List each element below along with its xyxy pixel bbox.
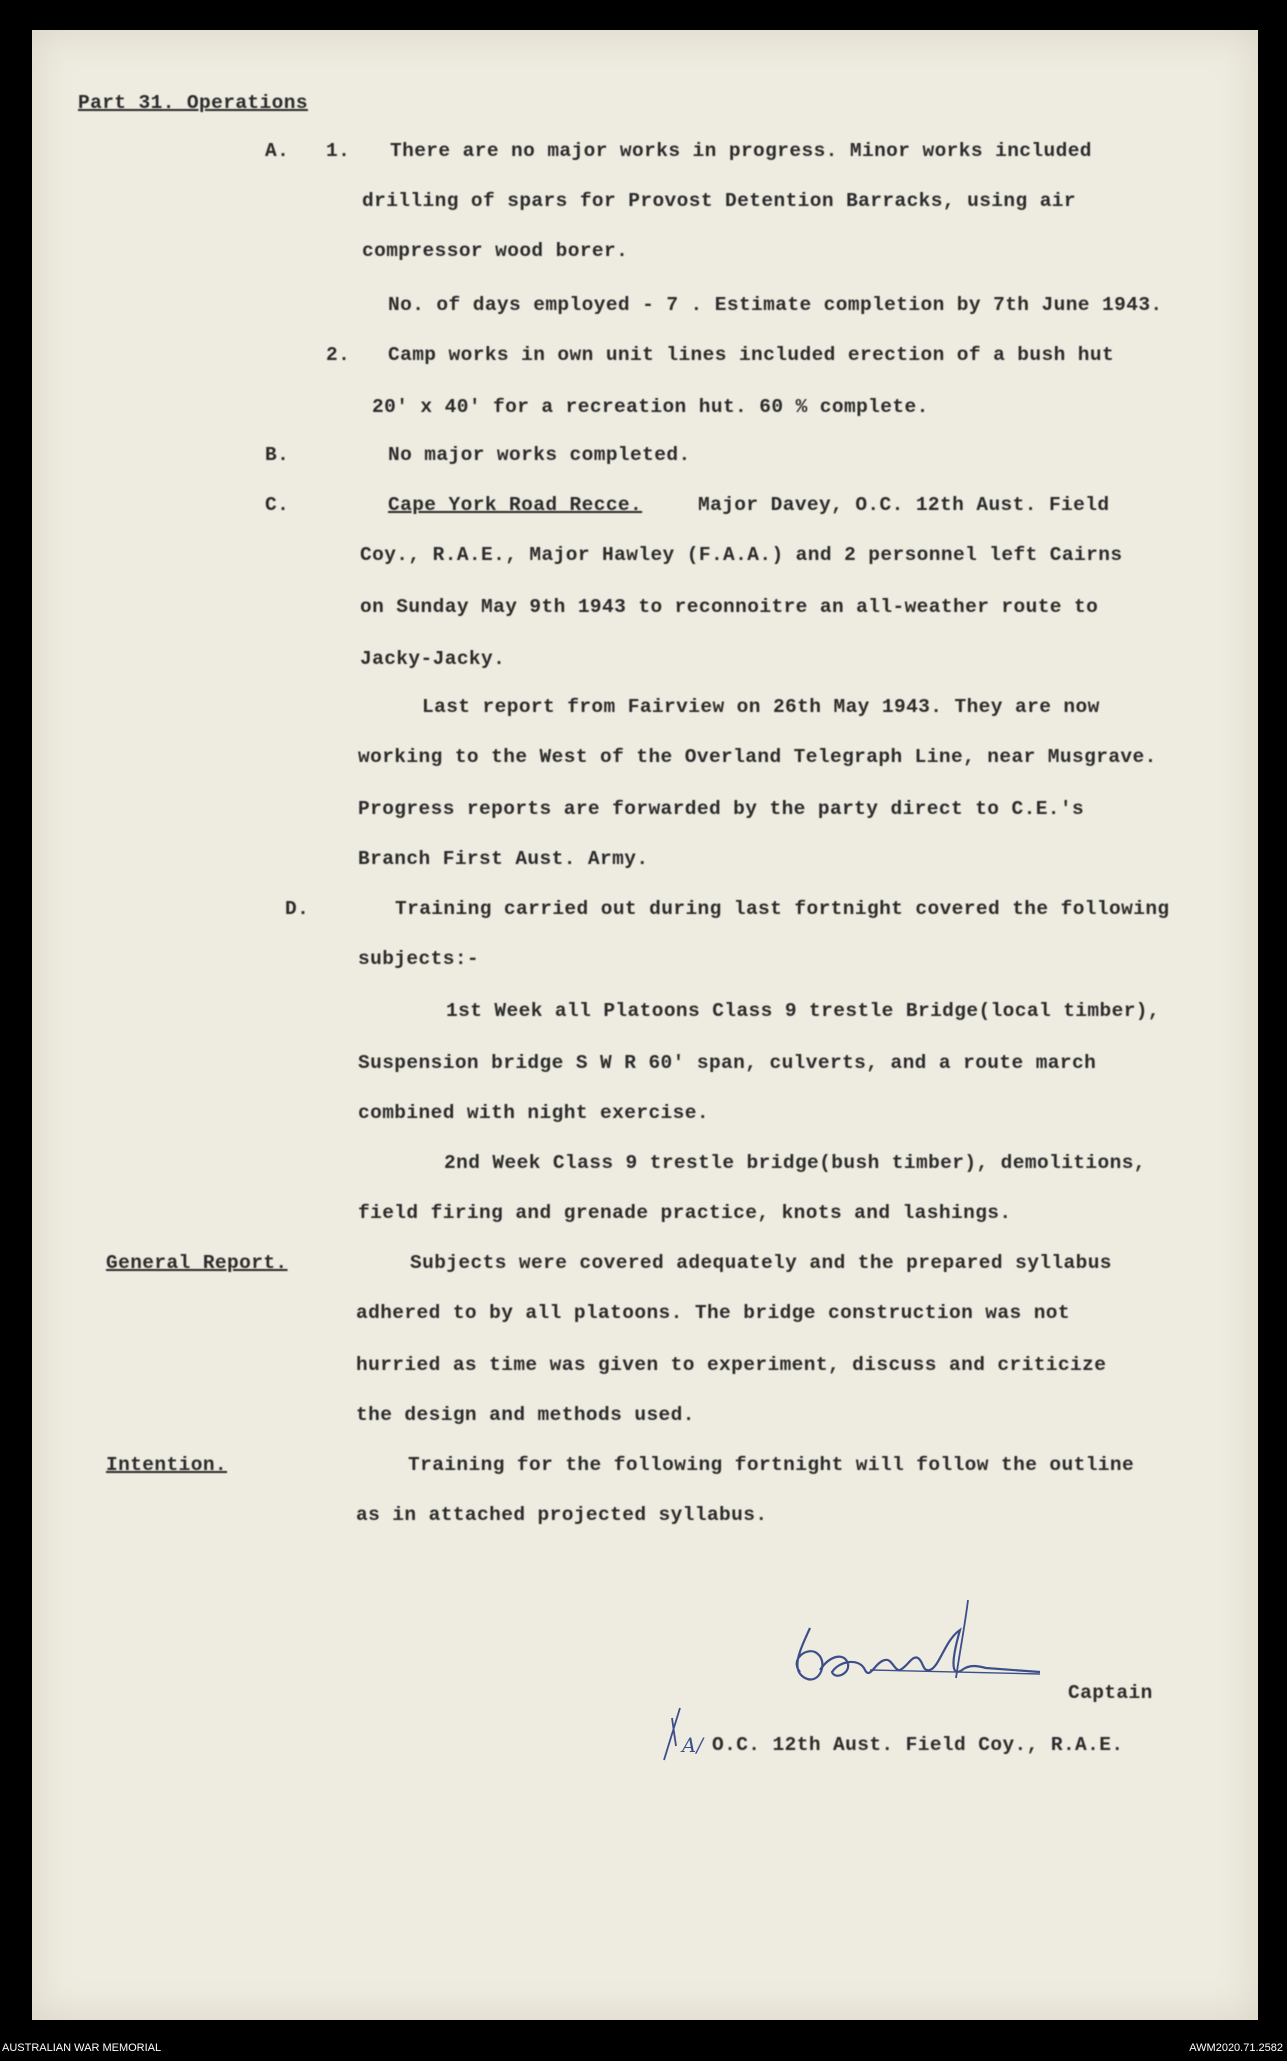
footer-collection-label: AUSTRALIAN WAR MEMORIAL <box>2 2042 162 2054</box>
section-d-letter: D. <box>285 898 310 920</box>
acting-prefix: A/ <box>682 1734 704 1757</box>
footer-accession-number: AWM2020.71.2582 <box>1189 2042 1283 2054</box>
signatory-rank: Captain <box>1068 1682 1153 1704</box>
intention-line-1: Training for the following fortnight will follow the outline <box>408 1454 1135 1476</box>
general-report-line-1: Subjects were covered adequately and the prepared syllabus <box>410 1252 1112 1274</box>
section-c-p2-line-4: Branch First Aust. Army. <box>358 848 649 870</box>
section-c-p1-line-2: Coy., R.A.E., Major Hawley (F.A.A.) and 2 personnel left Cairns <box>360 544 1123 566</box>
section-d-intro-line-1: Training carried out during last fortnight covered the following <box>395 898 1170 920</box>
section-a-letter: A. <box>265 140 290 162</box>
section-c-p2-line-3: Progress reports are forwarded by the party direct to C.E.'s <box>358 798 1085 820</box>
intention-label: Intention. <box>106 1454 228 1476</box>
item-1-number: 1. <box>326 140 351 162</box>
section-d-intro-line-2: subjects:- <box>358 948 480 970</box>
section-b-letter: B. <box>265 444 290 466</box>
item-2-number: 2. <box>326 344 351 366</box>
week-1-line-1: 1st Week all Platoons Class 9 trestle Bridge(local timber), <box>446 1000 1161 1022</box>
signatory-title: O.C. 12th Aust. Field Coy., R.A.E. <box>712 1734 1124 1756</box>
item-1-line-2: drilling of spars for Provost Detention Barracks, using air <box>362 190 1077 212</box>
general-report-line-4: the design and methods used. <box>356 1404 695 1426</box>
section-c-title: Cape York Road Recce. <box>388 494 643 516</box>
item-1-line-1: There are no major works in progress. Minor works included <box>390 140 1092 162</box>
week-2-line-1: 2nd Week Class 9 trestle bridge(bush timber), demolitions, <box>444 1152 1146 1174</box>
week-1-line-3: combined with night exercise. <box>358 1102 709 1124</box>
general-report-line-2: adhered to by all platoons. The bridge construction was not <box>356 1302 1071 1324</box>
handwritten-signature <box>660 1600 1080 1790</box>
item-1-estimate: No. of days employed - 7 . Estimate completion by 7th June 1943. <box>388 294 1163 316</box>
page-heading: Part 31. Operations <box>78 92 308 114</box>
general-report-label: General Report. <box>106 1252 288 1274</box>
section-c-p1-line-4: Jacky-Jacky. <box>360 648 506 670</box>
section-b-text: No major works completed. <box>388 444 691 466</box>
section-c-p1-line-1: Major Davey, O.C. 12th Aust. Field <box>698 494 1110 516</box>
item-2-line-2: 20' x 40' for a recreation hut. 60 % complete. <box>372 396 929 418</box>
general-report-line-3: hurried as time was given to experiment, discuss and criticize <box>356 1354 1107 1376</box>
section-c-letter: C. <box>265 494 290 516</box>
week-2-line-2: field firing and grenade practice, knots and lashings. <box>358 1202 1012 1224</box>
intention-line-2: as in attached projected syllabus. <box>356 1504 768 1526</box>
section-c-p1-line-3: on Sunday May 9th 1943 to reconnoitre an all-weather route to <box>360 596 1099 618</box>
week-1-line-2: Suspension bridge S W R 60' span, culverts, and a route march <box>358 1052 1097 1074</box>
item-2-line-1: Camp works in own unit lines included erection of a bush hut <box>388 344 1115 366</box>
section-c-p2-line-2: working to the West of the Overland Telegraph Line, near Musgrave. <box>358 746 1157 768</box>
item-1-line-3: compressor wood borer. <box>362 240 629 262</box>
section-c-p2-line-1: Last report from Fairview on 26th May 1943. They are now <box>422 696 1100 718</box>
